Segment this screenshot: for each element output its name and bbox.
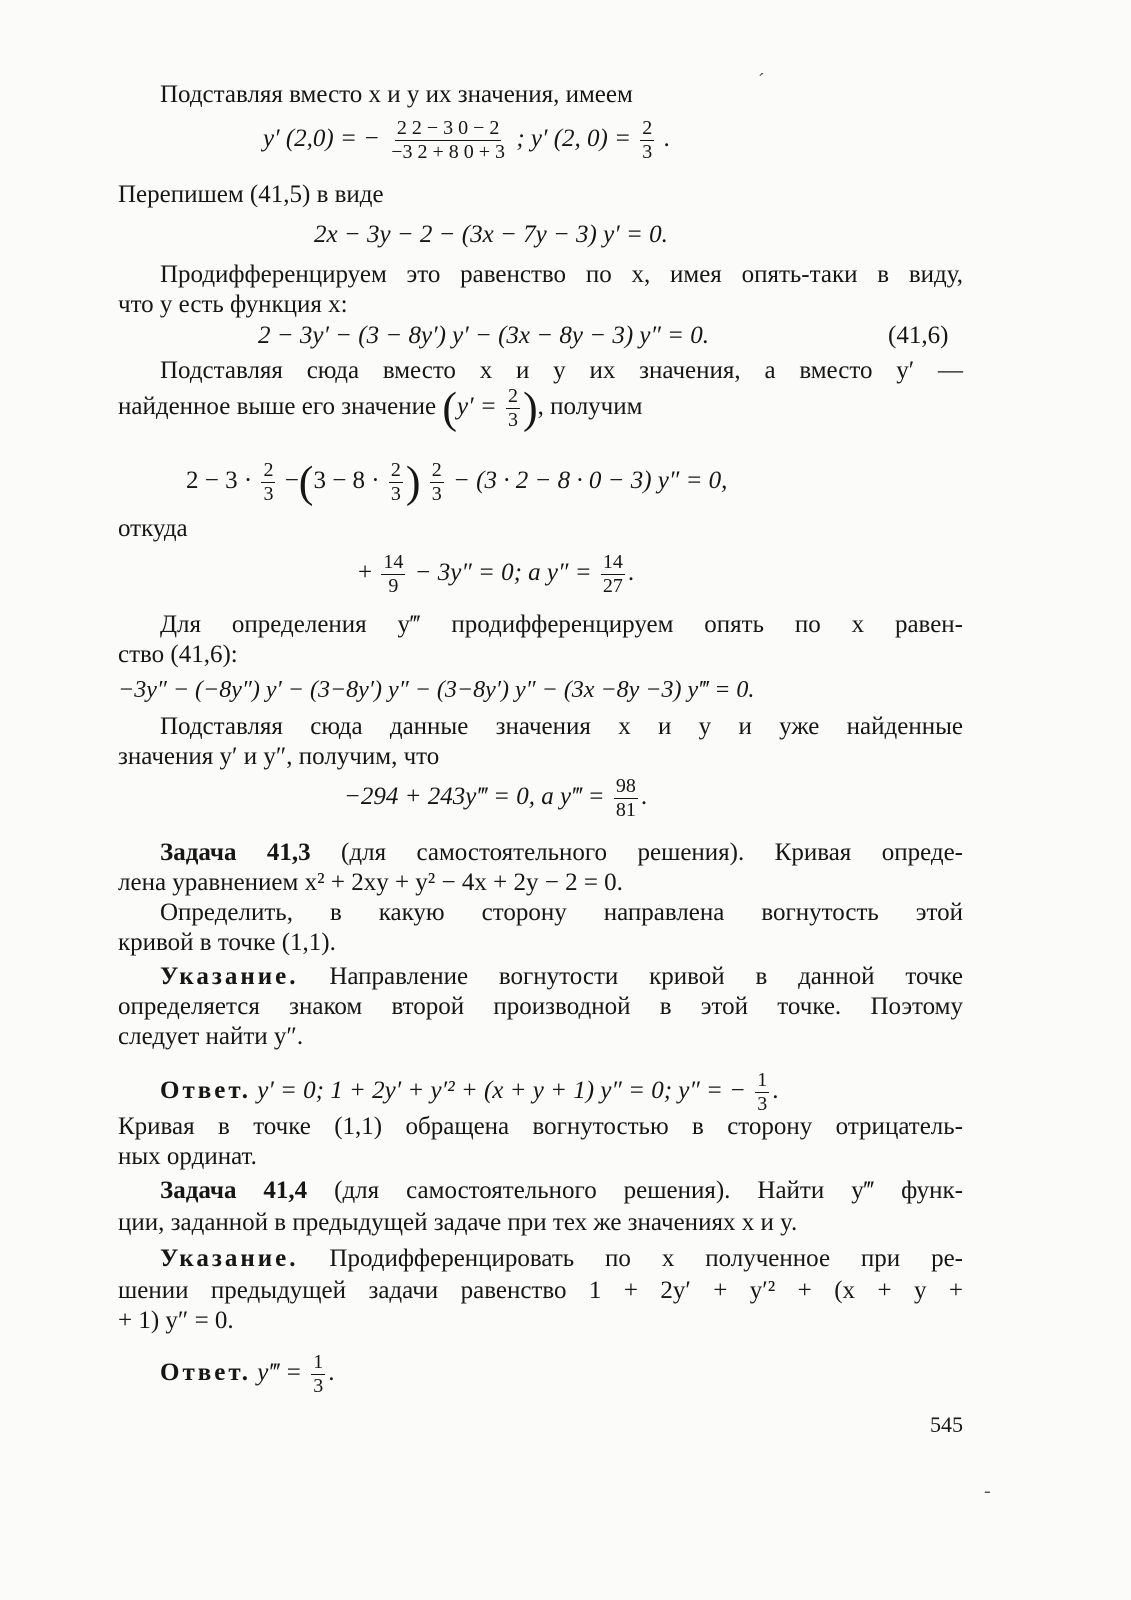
p4b-fraction: $\frac{2}{3}$ [507, 385, 518, 431]
answer-1: Ответ. y′ = 0; 1 + 2y′ + y′² + (x + y + 1) y″ = 0; y″ = − $\frac{1}{3}$ . [160, 1069, 779, 1115]
ans1-frac: $\frac{1}{3}$ [757, 1069, 768, 1115]
right-paren-2: ) [405, 457, 421, 507]
eq4-frac-3: $\frac{2}{3}$ [431, 459, 442, 505]
speck-mark-2: - [984, 1480, 991, 1502]
speck-mark: ˊ [758, 70, 765, 92]
paragraph-6b: ство (41,6): [118, 641, 238, 668]
text-line-1: Подставляя вместо x и y их значения, имеем [160, 81, 633, 108]
paragraph-3a: Продифференцируем это равенство по x, имея опять-таки в виду, [160, 261, 963, 288]
equation-3-number: (41,6) [888, 322, 949, 349]
equation-1: y′ (2,0) = − $\frac{2 2 - 3 0 - 2}{-3 2 + 8 0 + 3}$ ; y′ (2, 0) = $\frac{2}{3}$ . [263, 117, 670, 163]
task-41-3-line-3: Определить, в какую сторону направлена вогнутость этой [160, 899, 963, 926]
paragraph-4b: найденное выше его значение (y′ = $\frac{2}{3}$ ), получим [118, 383, 643, 433]
paragraph-4a: Подставляя сюда вместо x и y их значения, а вместо y′ — [160, 357, 963, 384]
eq4-frac-1: $\frac{2}{3}$ [263, 459, 274, 505]
eq7-frac: $\frac{98}{81}$ [615, 775, 636, 821]
eq4-frac-2: $\frac{2}{3}$ [390, 459, 401, 505]
eq1-mid: ; y′ (2, 0) = [516, 125, 631, 153]
hint-2-line-3: + 1) y″ = 0. [118, 1307, 234, 1334]
paragraph-6a: Для определения y‴ продифференцируем опять по x равен- [160, 611, 963, 638]
answer-1-line-3: ных ординат. [118, 1143, 257, 1170]
hint-1-line-2: определяется знаком второй производной в этой точке. Поэтому [118, 993, 963, 1020]
equation-5: + $\frac{14}{9}$ − 3y″ = 0; а y″ = $\frac{14}{27}$ . [358, 551, 635, 597]
page-number: 545 [930, 1412, 963, 1437]
hint-2-line-1: Указание. Продифференцировать по x полученное при ре- [160, 1245, 963, 1272]
text-line-5: откуда [118, 515, 188, 542]
equation-3: 2 − 3y′ − (3 − 8y′) y′ − (3x − 8y − 3) y″ = 0. [258, 322, 710, 349]
eq1-fraction: $\frac{2 2 - 3 0 - 2}{-3 2 + 8 0 + 3}$ [391, 117, 506, 163]
book-page [118, 0, 991, 1600]
equation-7: −294 + 243y‴ = 0, а y‴ = $\frac{98}{81}$ . [344, 775, 648, 821]
paragraph-7a: Подставляя сюда данные значения x и y и уже найденные [160, 713, 963, 740]
ans2-frac: $\frac{1}{3}$ [313, 1351, 324, 1397]
task-41-4-line-1: Задача 41,4 (для самостоятельного решения). Найти y‴ функ- [160, 1177, 964, 1204]
paragraph-3b: что y есть функция x: [118, 291, 348, 318]
hint-2-line-2: шении предыдущей задачи равенство 1 + 2y′ + y′² + (x + y + [118, 1277, 963, 1304]
hint-1-line-3: следует найти y″. [118, 1023, 304, 1050]
paragraph-7b: значения y′ и y″, получим, что [118, 743, 440, 770]
equation-6: −3y″ − (−8y″) y′ − (3−8y′) y″ − (3−8y′) y″ − (3x −8y −3) y‴ = 0. [118, 677, 755, 703]
answer-1-line-2: Кривая в точке (1,1) обращена вогнутостью в сторону отрицатель- [118, 1113, 963, 1140]
hint-1-line-1: Указание. Направление вогнутости кривой в данной точке [160, 963, 963, 990]
task-41-3-line-1: Задача 41,3 (для самостоятельного решения). Кривая опреде- [160, 839, 963, 866]
eq1-lhs: y′ (2,0) = − [263, 125, 380, 153]
eq5-frac-2: $\frac{14}{27}$ [602, 551, 623, 597]
left-paren-2: ( [298, 457, 314, 507]
equation-2: 2x − 3y − 2 − (3x − 7y − 3) y′ = 0. [314, 221, 668, 248]
eq1-fraction-2: $\frac{2}{3}$ [642, 117, 653, 163]
text-line-2: Перепишем (41,5) в виде [118, 181, 384, 208]
right-paren: ) [522, 383, 538, 433]
eq5-frac-1: $\frac{14}{9}$ [383, 551, 404, 597]
left-paren: ( [442, 383, 458, 433]
equation-4: 2 − 3 · $\frac{2}{3}$ −(3 − 8 · $\frac{2}{3}$ ) $\frac{2}{3}$ − (3 · 2 − 8 · 0 − 3) y″ = 0, [186, 457, 728, 507]
answer-2: Ответ. y‴ = $\frac{1}{3}$ . [160, 1351, 335, 1397]
task-41-4-line-2: ции, заданной в предыдущей задаче при тех же значениях x и y. [118, 1209, 798, 1236]
task-41-3-line-4: кривой в точке (1,1). [118, 929, 336, 956]
task-41-3-line-2: лена уравнением x² + 2xy + y² − 4x + 2y − 2 = 0. [118, 869, 623, 896]
